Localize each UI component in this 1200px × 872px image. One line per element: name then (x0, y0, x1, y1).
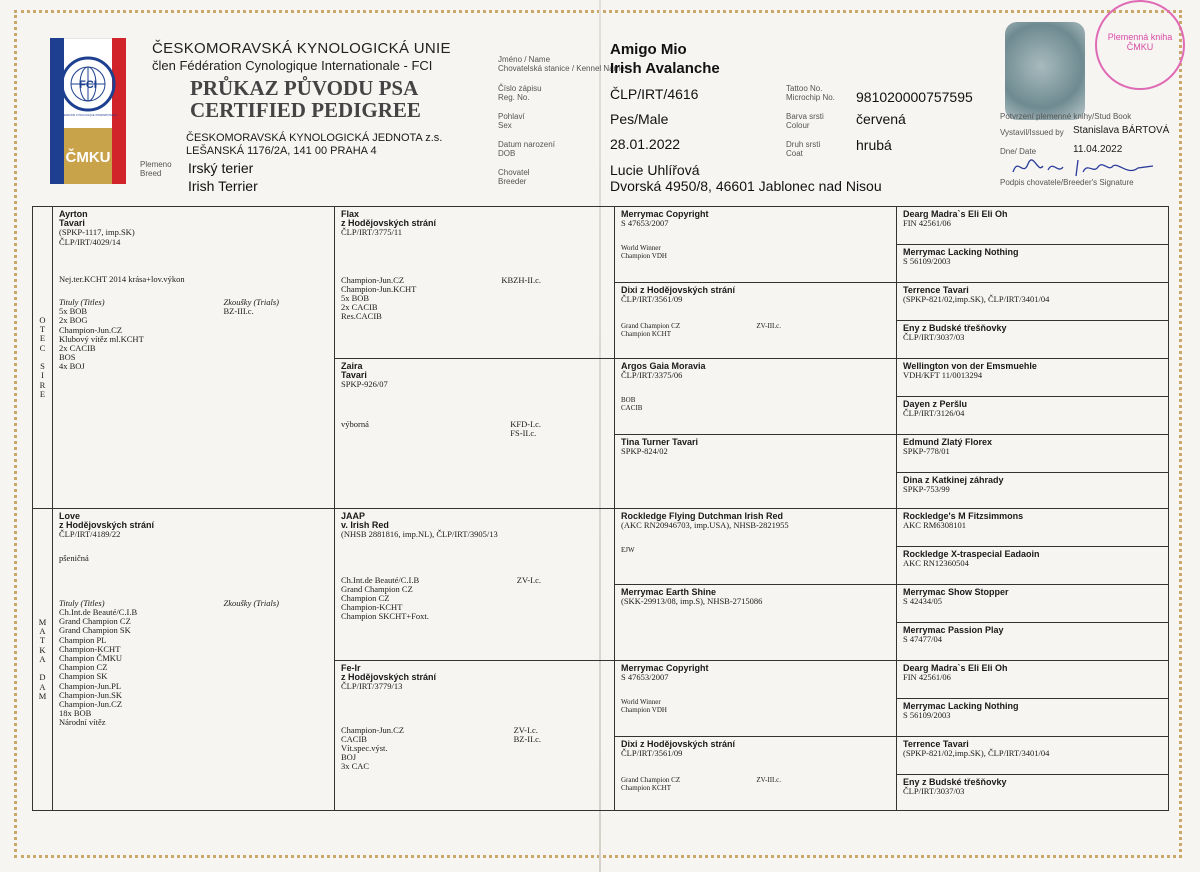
gen2-cell-3 (335, 661, 615, 811)
gen4-name: Wellington von der Emsmuehle (903, 361, 1037, 371)
gen4-name: Edmund Zlatý Florex (903, 437, 993, 447)
gen2-cell-2 (335, 509, 615, 661)
gen4-reg: SPKP-778/01 (903, 446, 950, 457)
gen4-cell-7 (897, 473, 1169, 509)
dog-sex: Pes/Male (610, 111, 669, 127)
gen3-titles: BOB CACIB (621, 396, 643, 413)
breed-label: Plemeno Breed (140, 160, 172, 178)
gen4-name: Dearg Madra`s Eli Eli Oh (903, 209, 1008, 219)
dog-name: Amigo Mio (610, 41, 687, 58)
gen3-reg: ČLP/IRT/3561/09 (621, 748, 683, 759)
org-name-fr: člen Fédération Cynologique Internationale - FCI (152, 58, 433, 73)
gen3-trials: ZV-III.c. (756, 322, 781, 331)
issuer-address: LEŠANSKÁ 1176/2A, 141 00 PRAHA 4 (186, 145, 377, 157)
gen3-titles: World Winner Champion VDH (621, 244, 667, 261)
dam-note: pšeničná (59, 552, 89, 563)
gen4-cell-12 (897, 661, 1169, 699)
sire-note: Nej.ter.KCHT 2014 krása+lov.výkon (59, 273, 185, 284)
gen4-cell-15 (897, 775, 1169, 811)
title-cz: PRŮKAZ PŮVODU PSA (190, 76, 419, 100)
sire-titles: 5x BOB 2x BOG Champion-Jun.CZ Klubový vítěz ml.KCHT 2x CACIB BOS 4x BOJ (59, 306, 144, 372)
dob-label: Datum narození DOB (498, 140, 555, 158)
gen3-cell-7 (615, 737, 897, 811)
gen4-reg: FIN 42561/06 (903, 218, 951, 229)
gen3-cell-6 (615, 661, 897, 737)
breeder-address: Dvorská 4950/8, 46601 Jablonec nad Nisou (610, 178, 882, 194)
gen2-trials: KBZH-II.c. (501, 274, 541, 285)
dog-coat: hrubá (856, 137, 892, 153)
gen4-name: Merrymac Lacking Nothing (903, 247, 1019, 257)
sire-side-label: O T E C S I R E (33, 207, 53, 509)
pedigree-table (32, 206, 1169, 811)
gen4-reg: S 47477/04 (903, 634, 942, 645)
sex-label: Pohlaví Sex (498, 112, 525, 130)
chip-label: Tattoo No. Microchip No. (786, 84, 835, 102)
gen2-titles: Ch.Int.de Beauté/C.I.B Grand Champion CZ Champion CZ Champion-KCHT Champion SKCHT+Foxt. (341, 574, 429, 622)
dam-cell (53, 509, 335, 811)
gen4-reg: S 42434/05 (903, 596, 942, 607)
title-en: CERTIFIED PEDIGREE (190, 98, 421, 122)
dog-colour: červená (856, 111, 906, 127)
dog-reg: ČLP/IRT/4616 (610, 86, 699, 102)
gen3-reg: SPKP-824/02 (621, 446, 668, 457)
dog-dob: 28.01.2022 (610, 136, 681, 152)
dam-side-label: M A T K A D A M (33, 509, 53, 811)
gen4-cell-14 (897, 737, 1169, 775)
gen4-reg: AKC RN12360504 (903, 558, 969, 569)
sire-reg: (SPKP-1117, imp.SK) ČLP/IRT/4029/14 (59, 227, 135, 247)
sire-titles-label: Tituly (Titles) (59, 297, 105, 308)
gen3-name: Dixi z Hodějovských strání (621, 285, 736, 295)
hologram-stamp (1005, 22, 1085, 120)
gen4-name: Merrymac Passion Play (903, 625, 1004, 635)
dog-kennel: Irish Avalanche (610, 60, 720, 77)
dog-chip: 981020000757595 (856, 89, 973, 105)
sire-trials: BZ-III.c. (223, 306, 254, 317)
gen4-name: Rockledge X-traspecial Eadaoin (903, 549, 1040, 559)
breed-cz: Irský terier (188, 160, 254, 176)
gen4-reg: AKC RM6308101 (903, 520, 967, 531)
gen4-name: Dearg Madra`s Eli Eli Oh (903, 663, 1008, 673)
gen3-cell-2 (615, 359, 897, 435)
gen3-titles: Grand Champion CZ Champion KCHT (621, 322, 681, 339)
gen4-name: Dina z Katkinej záhrady (903, 475, 1004, 485)
gen3-name: Rockledge Flying Dutchman Irish Red (621, 511, 784, 521)
gen3-cell-0 (615, 207, 897, 283)
gen4-cell-13 (897, 699, 1169, 737)
gen3-name: Dixi z Hodějovských strání (621, 739, 736, 749)
gen3-name: Merrymac Copyright (621, 209, 709, 219)
dam-titles-label: Tituly (Titles) (59, 597, 105, 608)
gen4-reg: ČLP/IRT/3037/03 (903, 332, 965, 343)
issued-by-label: Vystavil/Issued by (1000, 128, 1064, 137)
dam-reg: ČLP/IRT/4189/22 (59, 529, 121, 540)
gen3-reg: (AKC RN20946703, imp.USA), NHSB-2821955 (621, 520, 789, 531)
gen4-reg: S 56109/2003 (903, 256, 951, 267)
gen4-cell-2 (897, 283, 1169, 321)
gen2-trials: KFD-I.c. FS-II.c. (510, 418, 541, 438)
reg-label: Číslo zápisu Reg. No. (498, 84, 542, 102)
gen4-reg: ČLP/IRT/3126/04 (903, 408, 965, 419)
gen3-reg: ČLP/IRT/3375/06 (621, 370, 683, 381)
gen3-name: Merrymac Copyright (621, 663, 709, 673)
gen2-titles: výborná (341, 418, 369, 429)
org-name-cz: ČESKOMORAVSKÁ KYNOLOGICKÁ UNIE (152, 40, 451, 57)
gen3-cell-3 (615, 435, 897, 509)
studbook-round-stamp: Plemenná kniha ČMKU (1095, 0, 1185, 90)
gen4-name: Eny z Budské třešňovky (903, 777, 1007, 787)
gen2-trials: ZV-I.c. (516, 574, 541, 585)
dam-trials-label: Zkoušky (Trials) (223, 597, 279, 608)
gen3-titles: World Winner Champion VDH (621, 698, 667, 715)
date-label: Dne/ Date (1000, 147, 1037, 156)
gen4-cell-4 (897, 359, 1169, 397)
gen2-trials: ZV-I.c. BZ-II.c. (513, 724, 541, 744)
name-label: Jméno / Name Chovatelská stanice / Kennel Name (498, 55, 625, 73)
gen2-cell-1 (335, 359, 615, 509)
gen4-name: Dayen z Peršlu (903, 399, 968, 409)
gen3-name: Tina Turner Tavari (621, 437, 699, 447)
gen4-reg: S 56109/2003 (903, 710, 951, 721)
gen4-reg: ČLP/IRT/3037/03 (903, 786, 965, 797)
dam-name: Love z Hodějovských strání (59, 511, 155, 531)
gen3-reg: ČLP/IRT/3561/09 (621, 294, 683, 305)
gen3-name: Merrymac Earth Shine (621, 587, 717, 597)
gen4-cell-8 (897, 509, 1169, 547)
breed-en: Irish Terrier (188, 178, 258, 194)
gen2-titles: Champion-Jun.CZ Champion-Jun.KCHT 5x BOB 2x CACIB Res.CACIB (341, 274, 417, 322)
gen4-name: Merrymac Show Stopper (903, 587, 1009, 597)
studbook-confirm-label: Potvrzení plemenné knihy/Stud Book (1000, 112, 1132, 121)
logo-fci-text: FCI (79, 79, 97, 91)
gen4-name: Merrymac Lacking Nothing (903, 701, 1019, 711)
gen4-cell-0 (897, 207, 1169, 245)
gen3-cell-1 (615, 283, 897, 359)
gen2-name: Zaira Tavari (341, 361, 367, 381)
gen3-trials: ZV-III.c. (756, 776, 781, 785)
sire-trials-label: Zkoušky (Trials) (223, 297, 279, 308)
gen2-cell-0 (335, 207, 615, 359)
gen3-cell-5 (615, 585, 897, 661)
gen2-reg: SPKP-926/07 (341, 379, 388, 390)
gen4-reg: SPKP-753/99 (903, 484, 950, 495)
gen2-reg: ČLP/IRT/3775/11 (341, 227, 403, 238)
gen2-name: Fe-Ir z Hodějovských strání (341, 663, 437, 683)
gen3-reg: (SKK-29913/08, imp.S), NHSB-2715086 (621, 596, 763, 607)
issue-date: 11.04.2022 (1073, 144, 1123, 155)
gen3-reg: S 47653/2007 (621, 672, 669, 683)
gen4-reg: FIN 42561/06 (903, 672, 951, 683)
gen4-name: Rockledge's M Fitzsimmons (903, 511, 1024, 521)
gen4-cell-11 (897, 623, 1169, 661)
gen3-titles: EJW (621, 546, 635, 555)
colour-label: Barva srsti Colour (786, 112, 824, 130)
issuer-block (186, 132, 442, 158)
gen4-name: Terrence Tavari (903, 285, 969, 295)
logo-cmku-text: ČMKU (65, 149, 111, 166)
gen2-titles: Champion-Jun.CZ CACIB Vít.spec.výst. BOJ 3x CAC (341, 724, 405, 772)
dam-titles: Ch.Int.de Beauté/C.I.B Grand Champion CZ Grand Champion SK Champion PL Champion-KCHT Champion ČMKU Champion CZ Champion SK Champion-Jun.PL Champion-Jun.SK Champion-Jun.CZ 18x BOB Národní vítěz (59, 607, 138, 728)
breeder-name: Lucie Uhlířová (610, 162, 700, 178)
sire-name: Ayrton Tavari (59, 209, 88, 229)
gen3-titles: Grand Champion CZ Champion KCHT (621, 776, 681, 793)
gen3-cell-4 (615, 509, 897, 585)
gen4-cell-1 (897, 245, 1169, 283)
gen4-cell-10 (897, 585, 1169, 623)
gen4-name: Terrence Tavari (903, 739, 969, 749)
gen4-reg: (SPKP-821/02,imp.SK), ČLP/IRT/3401/04 (903, 294, 1050, 305)
gen2-reg: ČLP/IRT/3779/13 (341, 681, 403, 692)
breeder-signature-label: Podpis chovatele/Breeder's Signature (1000, 178, 1134, 187)
sire-cell (53, 207, 335, 509)
gen2-reg: (NHSB 2881816, imp.NL), ČLP/IRT/3905/13 (341, 529, 498, 540)
gen2-name: JAAP v. Irish Red (341, 511, 389, 531)
gen4-cell-9 (897, 547, 1169, 585)
gen3-name: Argos Gaia Moravia (621, 361, 706, 371)
coat-label: Druh srsti Coat (786, 140, 821, 158)
gen3-reg: S 47653/2007 (621, 218, 669, 229)
issued-by: Stanislava BÁRTOVÁ (1073, 125, 1170, 136)
gen4-name: Eny z Budské třešňovky (903, 323, 1007, 333)
gen4-cell-3 (897, 321, 1169, 359)
gen2-name: Flax z Hodějovských strání (341, 209, 437, 229)
logo-fci-ring-text: FEDERATION CYNOLOGIQUE INTERNATIONALE (59, 114, 117, 117)
gen4-reg: (SPKP-821/02,imp.SK), ČLP/IRT/3401/04 (903, 748, 1050, 759)
issuer-name: ČESKOMORAVSKÁ KYNOLOGICKÁ JEDNOTA z.s. (186, 132, 443, 144)
gen4-cell-6 (897, 435, 1169, 473)
fci-cmku-logo (50, 38, 126, 184)
gen4-cell-5 (897, 397, 1169, 435)
breeder-label: Chovatel Breeder (498, 168, 530, 186)
gen4-reg: VDH/KFT 11/0013294 (903, 370, 983, 381)
